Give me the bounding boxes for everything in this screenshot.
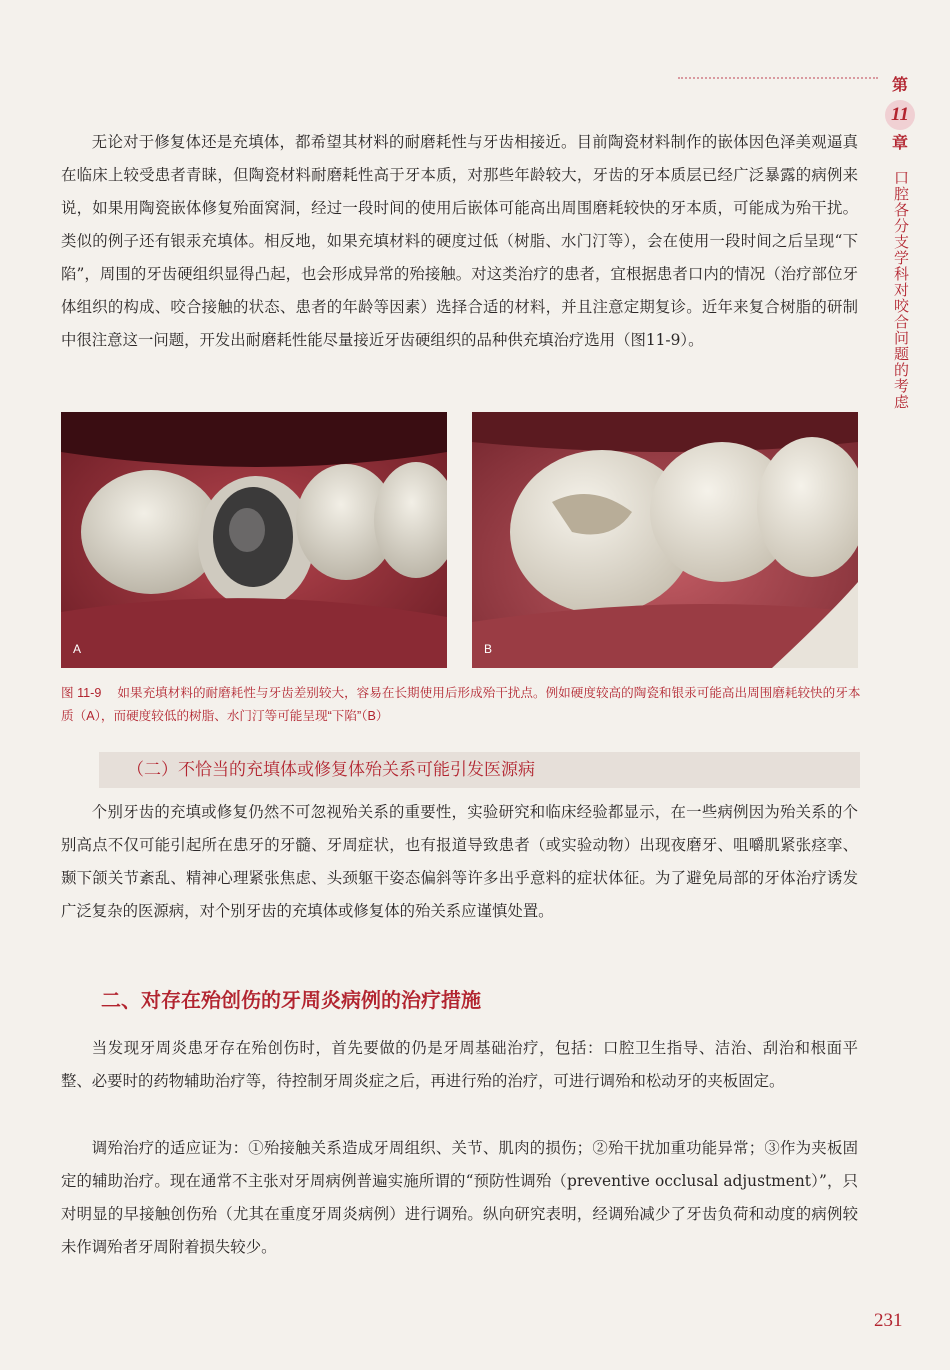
header-dotted-rule: [678, 77, 878, 79]
paragraph-iatrogenic: 个别牙齿的充填或修复仍然不可忽视殆关系的重要性，实验研究和临床经验都显示，在一些病例因为殆关系的个别高点不仅可能引起所在患牙的牙髓、牙周症状，也有报道导致患者（或实验动物）出现夜磨牙、咀嚼肌紧张痉挛、颞下颌关节紊乱、精神心理紧张焦虑、头颈躯干姿态偏斜等许多出乎意料的症状体征。为了避免局部的牙体治疗诱发广泛复杂的医源病，对个别牙齿的充填体或修复体的殆关系应谨慎处置。: [61, 803, 858, 920]
paragraph-occlusal-adjustment: 调殆治疗的适应证为：①殆接触关系造成牙周组织、关节、肌肉的损伤；②殆干扰加重功能异常；③作为夹板固定的辅助治疗。现在通常不主张对牙周病例普遍实施所谓的“预防性调殆（preventive occlusal adjustment）”，只对明显的早接触创伤殆（尤其在重度牙周炎病例）进行调殆。纵向研究表明，经调殆减少了牙齿负荷和动度的病例较未作调殆者牙周附着损失较少。: [61, 1139, 858, 1256]
page-number: 231: [874, 1310, 903, 1331]
subsection-heading: （二）不恰当的充填体或修复体殆关系可能引发医源病: [127, 760, 535, 779]
figure-caption-label: 图 11-9: [61, 686, 102, 700]
figure-photo-b: [472, 412, 858, 668]
paragraph-periodontal-treatment: 当发现牙周炎患牙存在殆创伤时，首先要做的仍是牙周基础治疗，包括：口腔卫生指导、洁治、刮治和根面平整、必要时的药物辅助治疗等，待控制牙周炎症之后，再进行殆的治疗，可进行调殆和松动牙的夹板固定。: [61, 1039, 858, 1090]
chapter-number-badge: 11: [885, 100, 915, 130]
chapter-title: 口腔各分支学科对咬合问题的考虑: [892, 170, 909, 410]
section-heading: 二、对存在殆创伤的牙周炎病例的治疗措施: [101, 990, 481, 1012]
ceramic-inlay-photo: [61, 412, 447, 668]
paragraph-materials-wear: 无论对于修复体还是充填体，都希望其材料的耐磨耗性与牙齿相接近。目前陶瓷材料制作的嵌体因色泽美观逼真在临床上较受患者青睐，但陶瓷材料耐磨耗性高于牙本质，对那些年龄较大，牙齿的牙本质层已经广泛暴露的病例来说，如果用陶瓷嵌体修复殆面窝洞，经过一段时间的使用后嵌体可能高出周围磨耗较快的牙本质，可能成为殆干扰。类似的例子还有银汞充填体。相反地，如果充填材料的硬度过低（树脂、水门汀等），会在使用一段时间之后呈现“下陷”，周围的牙齿硬组织显得凸起，也会形成异常的殆接触。对这类治疗的患者，宜根据患者口内的情况（治疗部位牙体组织的构成、咬合接触的状态、患者的年龄等因素）选择合适的材料，并且注意定期复诊。近年来复合树脂的研制中很注意这一问题，开发出耐磨耗性能尽量接近牙齿硬组织的品种供充填治疗选用（图11-9）。: [61, 133, 858, 349]
figure-caption: [61, 682, 861, 728]
figure-caption-text: 如果充填材料的耐磨耗性与牙齿差别较大，容易在长期使用后形成殆干扰点。例如硬度较高的陶瓷和银汞可能高出周围磨耗较快的牙本质（A），而硬度较低的树脂、水门汀等可能呈现“下陷”（B）: [61, 686, 861, 723]
panel-a-label: A: [73, 642, 82, 656]
chapter-word-bottom: 章: [891, 135, 908, 152]
panel-b-label: B: [484, 642, 493, 656]
figure-photo-a: [61, 412, 447, 668]
resin-filling-photo: [472, 412, 858, 668]
chapter-word-top: 第: [891, 77, 908, 94]
chapter-tab: [880, 76, 920, 410]
